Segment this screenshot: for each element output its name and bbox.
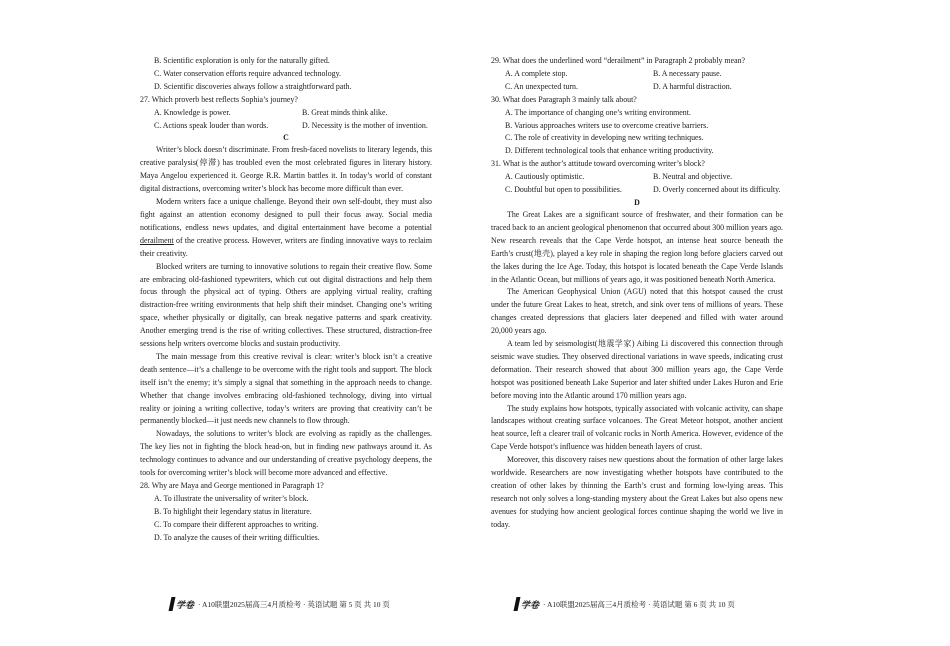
question-27-stem: 27. Which proverb best reflects Sophia’s journey?: [140, 94, 298, 104]
question-29-options-row2: [491, 81, 783, 94]
footer-text: · A10联盟2025届高三4月质检考 · 英语试题 第 6 页 共 10 页: [543, 599, 735, 609]
question-29-options-row1: [491, 68, 783, 81]
q29-option-d: D. A harmful distraction.: [653, 81, 732, 91]
q30-option-d: D. Different technological tools that enhance writing productivity.: [505, 146, 714, 156]
q27-option-b: B. Great minds think alike.: [302, 107, 388, 117]
publisher-logo: [170, 597, 194, 611]
page-5-footer: [170, 597, 390, 611]
passage-d-paragraph-4: The study explains how hotspots, typically associated with volcanic activity, can shape landscapes without creating surface volcanoes. The Great Meteor hotspot, another ancient heat source, left a clearer trail of volcanic rocks in North America. However, evidence of the Cape Verde hotspot’s influence was hidden beneath layers of crust.: [491, 403, 783, 452]
q27-option-a: A. Knowledge is power.: [154, 107, 231, 117]
passage-c-paragraph-1: Writer’s block doesn’t discriminate. From fresh-faced novelists to literary legends, this creative paralysis(停滞) has troubled even the most celebrated figures in literary history. Maya Angelou experienced it. George R.R. Martin battles it. In today’s world of constant digital distractions, overcoming writer’s block has become more difficult than ever.: [140, 145, 432, 194]
q27-option-d: D. Necessity is the mother of invention.: [302, 120, 428, 130]
prev-option-d: D. Scientific discoveries always follow a straightforward path.: [154, 81, 352, 91]
passage-c-paragraph-2: [140, 196, 432, 261]
logo-text: 学卷: [521, 599, 540, 610]
q28-option-d: D. To analyze the causes of their writing difficulties.: [154, 532, 320, 542]
page-6-footer: [515, 597, 735, 611]
publisher-logo: [515, 597, 539, 611]
paragraph-2-text-a: Modern writers face a unique challenge. Beyond their own self-doubt, they must also fight against an attention economy designed to pull their focus away. Social media notifications, endless news updates, and digital entertainment have become a potential: [140, 197, 432, 232]
logo-text: 学卷: [176, 599, 195, 610]
prev-option-c: C. Water conservation efforts require advanced technology.: [154, 68, 341, 78]
passage-d-paragraph-1: The Great Lakes are a significant source of freshwater, and their formation can be traced back to an ancient geological phenomenon that occurred about 300 million years ago. New research reveals that the Cape Verde hotspot, an intense heat source beneath the Earth’s crust(地壳), played a key role in shaping the region long before glaciers carved out the lakes during the Ice Age. Today, this hotspot is located beneath the Cape Verde Islands in the Atlantic Ocean, but millions of years ago, it was positioned beneath North America.: [491, 209, 783, 284]
q27-option-c: C. Actions speak louder than words.: [154, 120, 269, 130]
passage-c-paragraph-4: The main message from this creative revival is clear: writer’s block isn’t a creative death sentence—it’s a challenge to be overcome with the right tools and support. The block itself isn’t the enemy; it’s simply a signal that something in the approach needs to change. Whether that change involves embracing old-fashioned technology, diving into virtual reality or joining a writing collective, today’s writers are proving that creativity can’t be permanently blocked—it just needs new channels to flow through.: [140, 351, 432, 426]
question-27-options-row1: [140, 107, 432, 120]
question-31-options-row1: [491, 171, 783, 184]
question-31-stem: 31. What is the author’s attitude toward overcoming writer’s block?: [491, 159, 705, 169]
question-28-stem: 28. Why are Maya and George mentioned in Paragraph 1?: [140, 481, 324, 490]
passage-d-paragraph-5: Moreover, this discovery raises new questions about the formation of other large lakes worldwide. Researchers are now investigating whether hotspots have contributed to the creation of other lakes by thinning the Earth’s crust and forming low-lying areas. This research not only solves a long-standing mystery about the Great Lakes but also opens new avenues for studying how ancient geological forces continue shaping the world we live in today.: [491, 455, 783, 529]
paragraph-2-text-b: of the creative process. However, writers are finding innovative ways to reclaim their creativity.: [140, 235, 432, 258]
passage-c-paragraph-3: Blocked writers are turning to innovative solutions to regain their creative flow. Some are embracing old-fashioned typewriters, which cut out digital distractions and help them focus through the physical act of typing. Others are applying virtual reality, crafting distraction-free writing environments that help shift their mindset. Changing one’s writing space, whether physically or digitally, can break negative patterns and spark creativity. Another emerging trend is the rise of writing collectives. These structured, distraction-free sessions help writers overcome blocks and sustain productivity.: [140, 261, 432, 349]
footer-text: · A10联盟2025届高三4月质检考 · 英语试题 第 5 页 共 10 页: [198, 599, 390, 609]
q31-option-d: D. Overly concerned about its difficulty.: [653, 185, 781, 195]
q31-option-b: B. Neutral and objective.: [653, 172, 733, 182]
section-d-heading: D: [634, 197, 640, 207]
q30-option-c: C. The role of creativity in developing new writing techniques.: [505, 133, 704, 143]
underlined-word-derailment: derailment: [140, 235, 174, 245]
passage-d-paragraph-2: The American Geophysical Union (AGU) noted that this hotspot caused the crust under the future Great Lakes to heat, stretch, and sink over tens of millions of years. These changes created depressions that glaciers later deepened and filled with water around 20,000 years ago.: [491, 287, 783, 336]
logo-mark-icon: [169, 597, 176, 611]
q28-option-b: B. To highlight their legendary status in literature.: [154, 506, 312, 516]
passage-d-paragraph-3: A team led by seismologist(地震学家) Aibing Li discovered this connection through seismic wave studies. They observed directional variations in wave speeds, indicating crust deformation. Their research showed that about 300 million years ago, the Cape Verde hotspot was positioned beneath Lake Superior and later shifted under Lakes Huron and Erie before moving into the Atlantic around 170 million years ago.: [491, 339, 783, 400]
q30-option-a: A. The importance of changing one’s writing environment.: [505, 107, 691, 117]
question-29-stem: 29. What does the underlined word “derailment” in Paragraph 2 probably mean?: [491, 56, 746, 65]
page-5-column: [140, 55, 432, 545]
section-c-heading: C: [283, 133, 289, 143]
question-31-options-row2: [491, 184, 783, 197]
q31-option-c: C. Doubtful but open to possibilities.: [505, 185, 622, 195]
question-27-options-row2: [140, 120, 432, 133]
q29-option-b: B. A necessary pause.: [653, 68, 722, 78]
q31-option-a: A. Cautiously optimistic.: [505, 172, 585, 182]
question-30-stem: 30. What does Paragraph 3 mainly talk about?: [491, 94, 637, 104]
q29-option-a: A. A complete stop.: [505, 68, 568, 78]
prev-option-b: B. Scientific exploration is only for the naturally gifted.: [154, 56, 330, 65]
q28-option-a: A. To illustrate the universality of writer’s block.: [154, 493, 309, 503]
q28-option-c: C. To compare their different approaches to writing.: [154, 519, 319, 529]
q30-option-b: B. Various approaches writers use to overcome creative barriers.: [505, 120, 709, 130]
passage-c-paragraph-5: Nowadays, the solutions to writer’s block are evolving as rapidly as the challenges. The key lies not in fighting the block head-on, but in finding new pathways around it. As technology continues to advance and our understanding of creative psychology deepens, the tools for overcoming writer’s block will become more advanced and effective.: [140, 429, 432, 478]
logo-mark-icon: [514, 597, 521, 611]
page-6-column: [491, 55, 783, 532]
q29-option-c: C. An unexpected turn.: [505, 81, 578, 91]
